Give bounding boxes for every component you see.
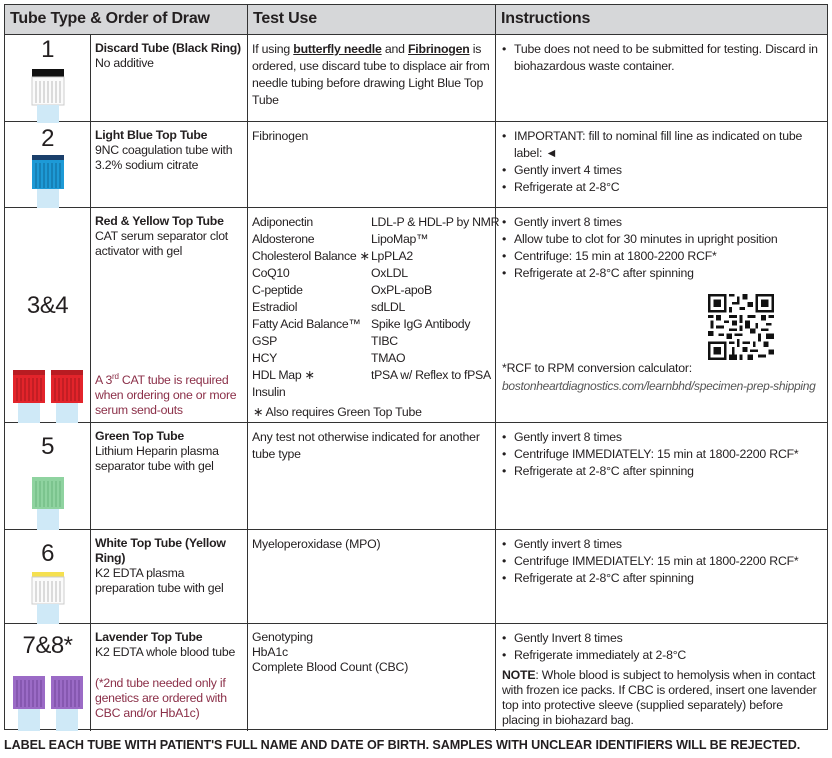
tube-note: (*2nd tube needed only if genetics are ordered with CBC and/or HbA1c) [95,676,227,720]
instruction-item: • Gently invert 4 times [502,162,821,179]
test-item: Cholesterol Balance ∗ [252,249,370,263]
test-item: Aldosterone [252,232,315,246]
lavender-tube-icon [51,676,83,731]
test-item: Adiponectin [252,215,313,229]
tube-description: CAT serum separator clot activator with gel [95,229,228,258]
instruction-list [496,624,827,664]
test-item: OxPL-apoB [371,283,432,297]
also-requires-note: ∗ Also requires Green Top Tube [253,405,422,419]
draw-order-number: 7&8* [22,632,73,659]
test-item: Spike IgG Antibody [371,317,471,331]
instruction-list [496,208,827,282]
test-use-text: Myeloperoxidase (MPO) [252,537,381,551]
test-list-column-1 [252,214,369,401]
black-ring-tube-icon [31,69,65,123]
test-use-text: If using butterfly needle and Fibrinogen is ordered, use discard tube to displace air from needle tubing before drawing Light Blue Top Tube [252,42,490,107]
instruction-item: • Gently invert 8 times [502,536,821,553]
header-tube-type: Tube Type & Order of Draw [5,5,248,34]
red-tube-icon [13,370,45,423]
test-item: OxLDL [371,266,408,280]
draw-order-number: 1 [41,36,54,63]
test-item: GSP [252,334,278,348]
header-test-use: Test Use [248,5,496,34]
instruction-list [496,530,827,587]
test-item: Complete Blood Count (CBC) [252,660,409,674]
test-use-text: Any test not otherwise indicated for another tube type [252,430,480,461]
tube-description: 9NC coagulation tube with 3.2% sodium citrate [95,143,233,172]
test-item: TIBC [371,334,398,348]
tube-description: K2 EDTA plasma preparation tube with gel [95,566,224,595]
tube-name: Red & Yellow Top Tube [95,214,224,228]
instruction-item: • Refrigerate at 2-8°C after spinning [502,265,821,282]
tube-name: Discard Tube (Black Ring) [95,41,241,55]
green-tube-icon [31,477,65,530]
instruction-list [496,423,827,480]
tube-description: No additive [95,56,154,70]
test-list [248,624,495,681]
rcf-calculator-link[interactable]: bostonheartdiagnostics.com/learnbhd/specimen-prep-shipping [502,379,816,393]
footer-warning: LABEL EACH TUBE WITH PATIENT'S FULL NAME AND DATE OF BIRTH. SAMPLES WITH UNCLEAR IDENTIFIERS WILL BE REJECTED. [4,738,801,752]
table-row [5,35,827,122]
header-instructions: Instructions [501,10,591,27]
draw-order-number: 5 [41,433,54,460]
light-blue-tube-icon [31,155,65,208]
instruction-item: • Tube does not need to be submitted for testing. Discard in biohazardous waste container. [502,41,821,75]
whole-blood-note: NOTE: Whole blood is subject to hemolysis when in contact with frozen ice packs. If CBC is ordered, insert one lavender top into protective sleeve (supplied separately) before placing in biohazard bag. [502,668,817,727]
table-header [5,5,827,35]
lavender-tube-icon [13,676,45,731]
test-item: Genotyping [252,630,313,644]
test-item: C-peptide [252,283,303,297]
tube-name: Lavender Top Tube [95,630,203,644]
tube-description: K2 EDTA whole blood tube [95,645,236,659]
tube-name: White Top Tube (Yellow Ring) [95,536,226,565]
instruction-item: • Centrifuge IMMEDIATELY: 15 min at 1800-2200 RCF* [502,446,821,463]
test-item: TMAO [371,351,406,365]
test-item: LDL-P & HDL-P by NMR [371,215,500,229]
table-row [5,530,827,624]
yellow-ring-tube-icon [31,572,65,624]
instruction-item: • Refrigerate at 2-8°C after spinning [502,463,821,480]
test-item: CoQ10 [252,266,290,280]
test-item: HbA1c [252,645,288,659]
test-use-text: Fibrinogen [252,129,309,143]
rcf-calculator-label: *RCF to RPM conversion calculator: [502,361,693,375]
instruction-item: • Refrigerate at 2-8°C after spinning [502,570,821,587]
tube-note: A 3rd CAT tube is required when ordering one or more serum send-outs [95,372,237,418]
instruction-list [496,122,827,196]
test-item: sdLDL [371,300,406,314]
tube-name: Light Blue Top Tube [95,128,208,142]
test-item: Fatty Acid Balance™ [252,317,361,331]
table-row [5,208,827,423]
red-tube-icon [51,370,83,423]
instruction-item: • Gently invert 8 times [502,214,821,231]
draw-order-number: 6 [41,540,54,567]
qr-code-icon[interactable] [708,294,774,360]
tube-order-table [4,4,828,730]
table-row [5,624,827,731]
test-item: LipoMap™ [371,232,429,246]
instruction-item: • Centrifuge: 15 min at 1800-2200 RCF* [502,248,821,265]
test-list-column-2 [371,214,499,384]
test-item: LpPLA2 [371,249,413,263]
test-item: Estradiol [252,300,298,314]
instruction-list [496,35,827,75]
draw-order-number: 3&4 [26,292,69,319]
instruction-item: • IMPORTANT: fill to nominal fill line as indicated on tube label: ◄ [502,128,821,162]
test-item: HDL Map ∗ [252,368,315,382]
instruction-item: • Refrigerate immediately at 2-8°C [502,647,821,664]
test-item: tPSA w/ Reflex to fPSA [371,368,491,382]
tube-name: Green Top Tube [95,429,184,443]
instruction-item: • Centrifuge IMMEDIATELY: 15 min at 1800-2200 RCF* [502,553,821,570]
table-row [5,423,827,530]
instruction-item: • Allow tube to clot for 30 minutes in upright position [502,231,821,248]
test-item: HCY [252,351,278,365]
test-item: Insulin [252,385,286,399]
instruction-item: • Gently Invert 8 times [502,630,821,647]
tube-description: Lithium Heparin plasma separator tube with gel [95,444,219,473]
draw-order-number: 2 [41,125,54,152]
table-row [5,122,827,208]
instruction-item: • Gently invert 8 times [502,429,821,446]
instruction-item: • Refrigerate at 2-8°C [502,179,821,196]
